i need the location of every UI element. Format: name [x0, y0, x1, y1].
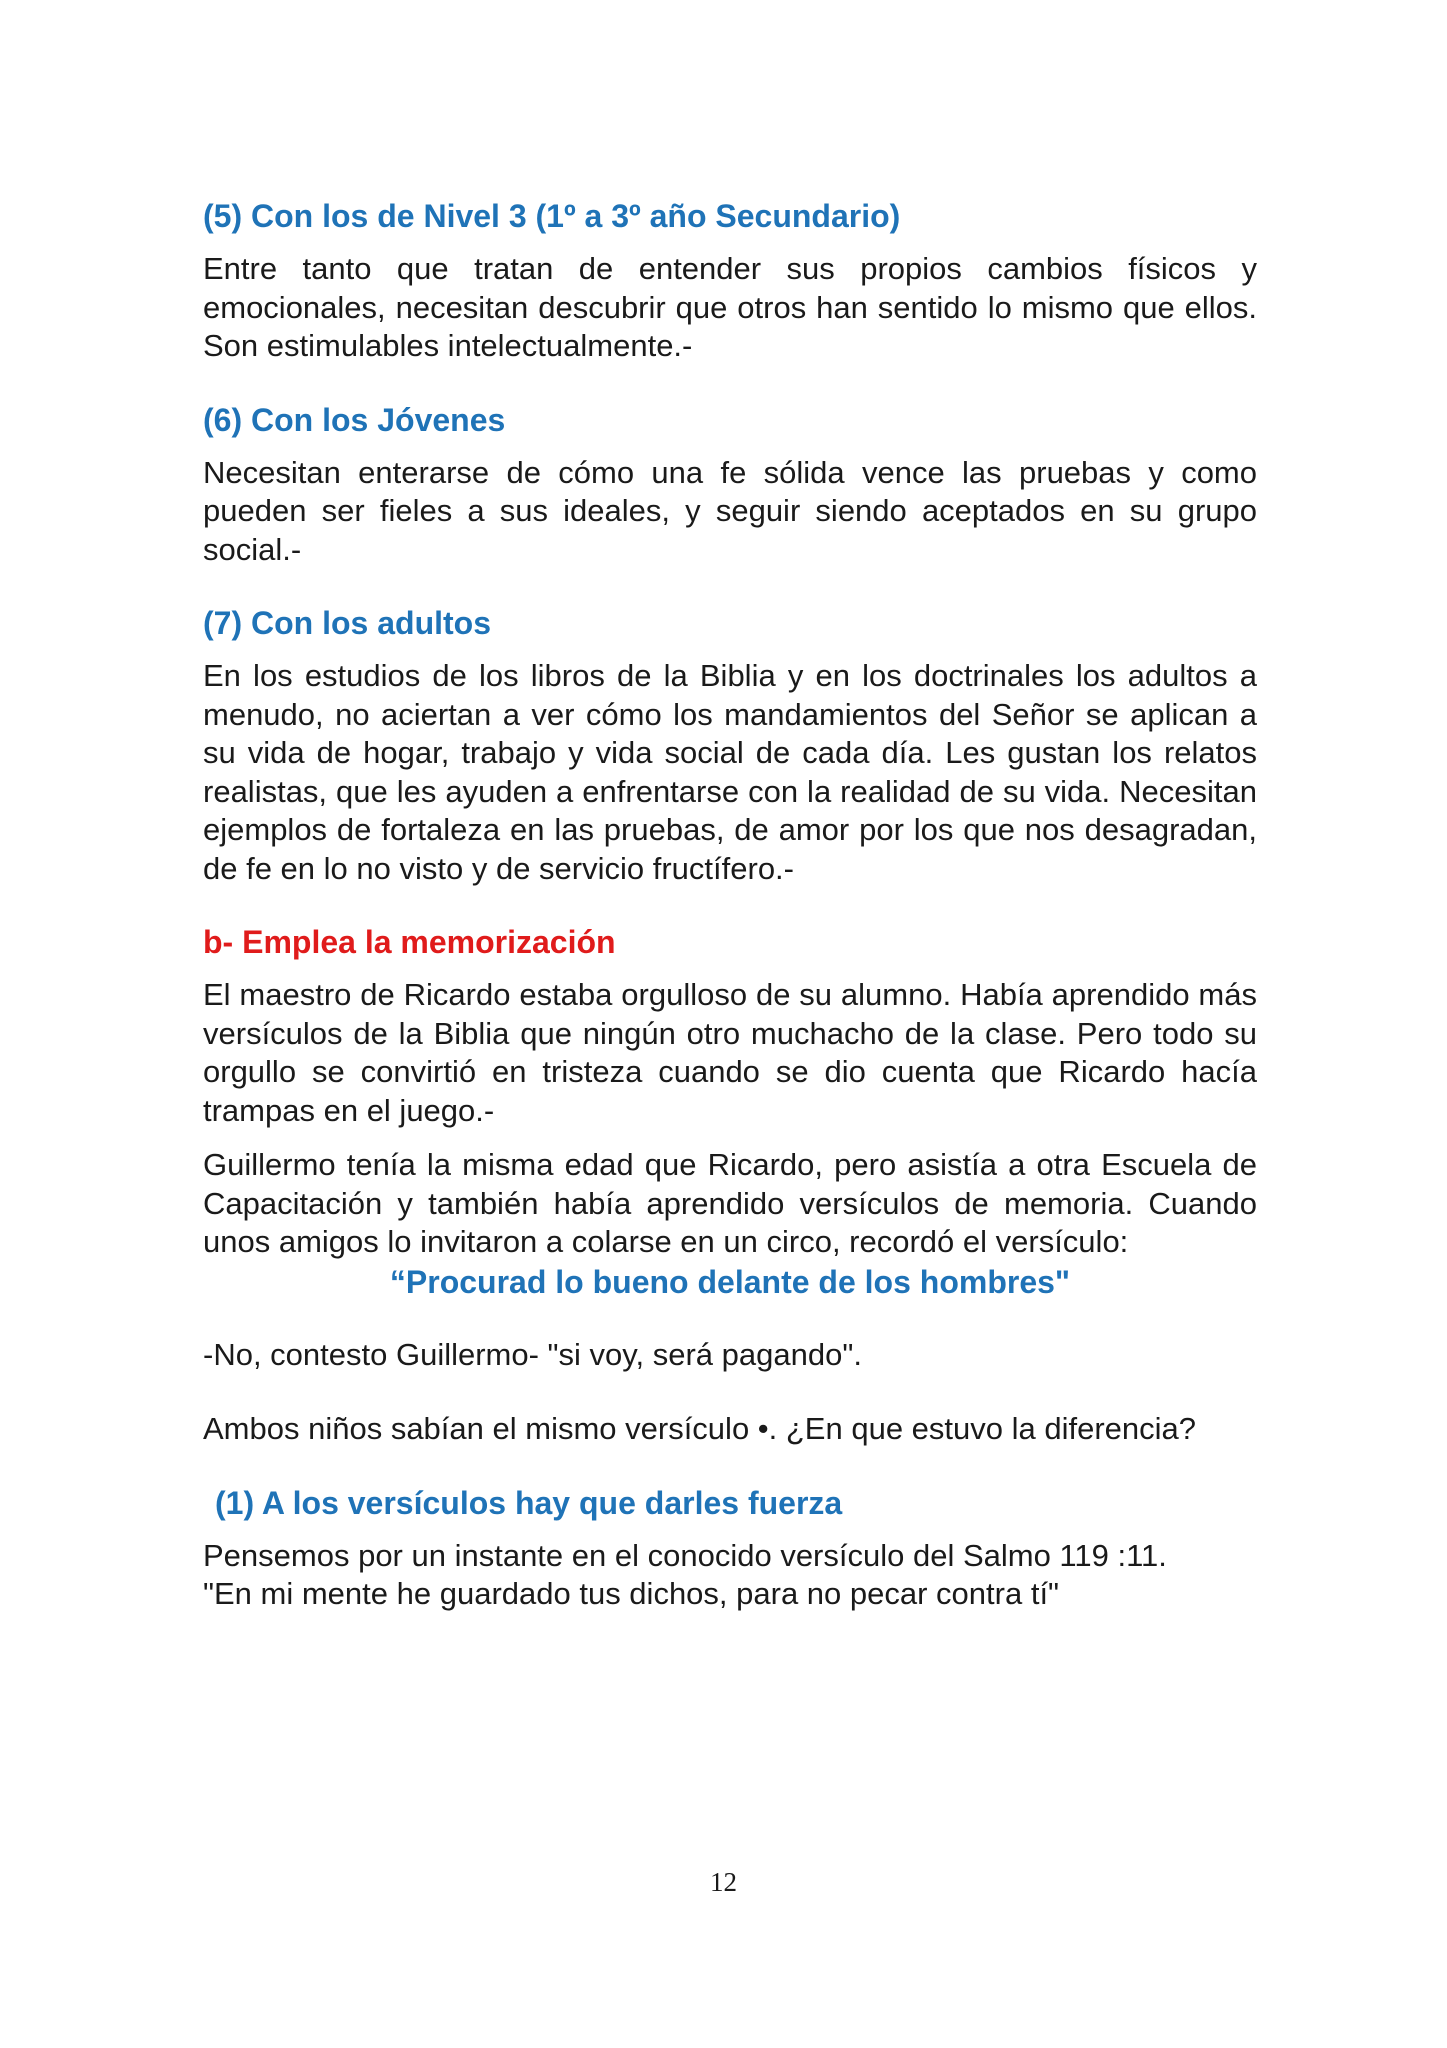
paragraph-salmo-cita: "En mi mente he guardado tus dichos, para no pecar contra tí" [203, 1576, 1060, 1611]
paragraph-salmo: Pensemos por un instante en el conocido versículo del Salmo 119 :11. [203, 1537, 1167, 1573]
heading-fuerza: (1) A los versículos hay que darles fuerza [215, 1484, 843, 1521]
heading-nivel-3: (5) Con los de Nivel 3 (1º a 3º año Secundario) [203, 198, 901, 234]
paragraph-respuesta: -No, contesto Guillermo- "si voy, será pagando". [203, 1336, 862, 1372]
heading-adultos: (7) Con los adultos [203, 605, 491, 641]
page-number: 12 [710, 1867, 737, 1897]
paragraph-adultos: En los estudios de los libros de la Biblia y en los doctrinales los adultos a menudo, no aciertan a ver cómo los mandamientos del Señor se aplican a su vida de hogar, trabajo y vida social de cada día. Les gustan los relatos realistas, que les ayuden a enfrentarse con la realidad de su vida. Necesitan ejemplos de fortaleza en las pruebas, de amor por los que nos desagradan, de fe en lo no visto y de servicio fructífero.- [203, 658, 1257, 886]
paragraph-jovenes: Necesitan enterarse de cómo una fe sólida vence las pruebas y como pueden ser fieles a sus ideales, y seguir siendo aceptados en su grupo social.- [203, 454, 1257, 567]
paragraph-diferencia: Ambos niños sabían el mismo versículo •. ¿En que estuvo la diferencia? [203, 1411, 1197, 1446]
heading-jovenes: (6) Con los Jóvenes [203, 401, 506, 438]
paragraph-ricardo: El maestro de Ricardo estaba orgulloso de su alumno. Había aprendido más versículos de la Biblia que ningún otro muchacho de la clase. Pero todo su orgullo se convirtió en tristeza cuando se dio cuenta que Ricardo hacía trampas en el juego.- [203, 977, 1257, 1128]
paragraph-nivel-3: Entre tanto que tratan de entender sus propios cambios físicos y emocionales, necesitan descubrir que otros han sentido lo mismo que ellos. Son estimulables intelectualmente.- [203, 251, 1257, 363]
heading-memorizacion: b- Emplea la memorización [203, 924, 616, 960]
paragraph-guillermo: Guillermo tenía la misma edad que Ricardo, pero asistía a otra Escuela de Capacitación y también había aprendido versículos de memoria. Cuando unos amigos lo invitaron a colarse en un circo, recordó el versículo: [203, 1147, 1257, 1259]
quote-versiculo: “Procurad lo bueno delante de los hombres" [389, 1263, 1071, 1300]
page-content [203, 196, 1257, 1614]
